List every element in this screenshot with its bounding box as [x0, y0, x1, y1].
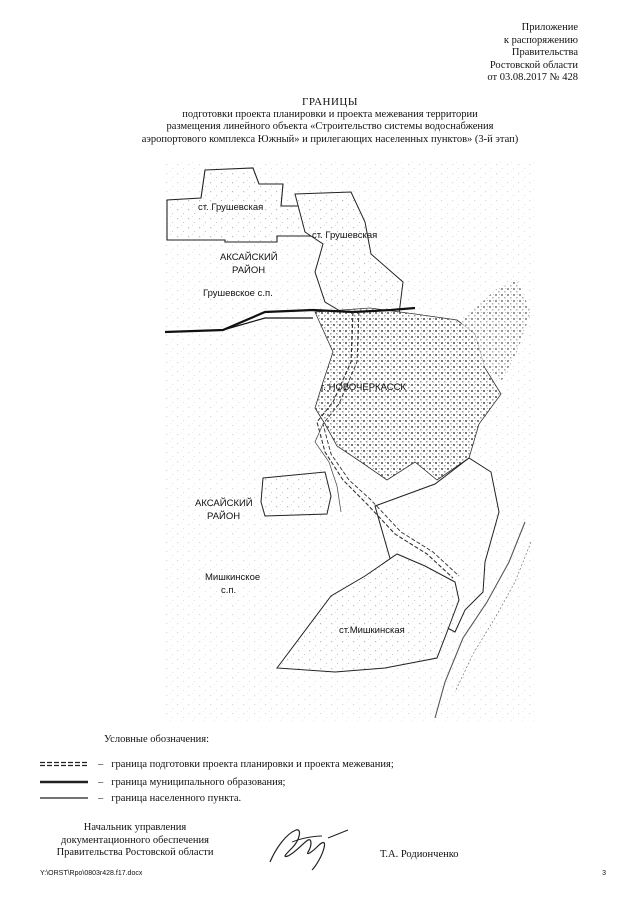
map-svg	[165, 162, 535, 722]
boundary-map	[165, 162, 535, 722]
appendix-line: к распоряжению	[503, 34, 578, 46]
label-mishkinskaya: ст.Мишкинская	[339, 625, 405, 636]
label-grushevskaya-upper: ст. Грушевская	[198, 202, 264, 213]
document-title	[60, 96, 600, 146]
signatory-position	[40, 822, 230, 860]
signatory-name: Т.А. Родионченко	[380, 849, 459, 860]
label-mishkinskoe-2: с.п.	[221, 585, 237, 596]
file-path: Y:\ORST\Rpo\0803r428.f17.docx	[40, 870, 143, 877]
legend-dash: –	[98, 792, 104, 804]
label-aksai-top-2: РАЙОН	[232, 265, 266, 276]
legend-swatch-thin	[40, 795, 88, 801]
label-grushevskoe: Грушевское с.п.	[203, 288, 273, 299]
position-line: Правительства Ростовской области	[56, 847, 214, 858]
appendix-block	[418, 22, 578, 85]
aksai-mid-parcel	[261, 472, 331, 516]
title-line: аэропортового комплекса Южный» и прилегающих населенных пунктов» (3-й этап)	[141, 133, 519, 145]
legend-text: граница населенного пункта.	[111, 792, 242, 804]
legend-dash: –	[98, 776, 104, 788]
legend-item-project-boundary	[40, 757, 394, 771]
appendix-line: Приложение	[521, 22, 578, 33]
label-aksai-mid-2: РАЙОН	[207, 511, 241, 522]
page-number: 3	[602, 870, 606, 877]
label-mishkinskoe-1: Мишкинское	[205, 572, 261, 583]
position-line: Начальник управления	[83, 822, 187, 833]
label-aksai-top-1: АКСАЙСКИЙ	[220, 252, 278, 263]
appendix-line: Ростовской области	[489, 59, 578, 71]
legend-text: граница подготовки проекта планировки и проекта межевания;	[111, 758, 394, 770]
position-line: документационного обеспечения	[61, 834, 209, 846]
appendix-line: от 03.08.2017 № 428	[487, 72, 578, 83]
handwritten-signature	[262, 822, 352, 872]
title-line: размещения линейного объекта «Строительство системы водоснабжения	[166, 121, 494, 132]
appendix-line: Правительства	[511, 47, 578, 58]
legend-title: Условные обозначения:	[104, 734, 210, 745]
legend-dash: –	[98, 758, 104, 770]
title-line: подготовки проекта планировки и проекта межевания территории	[182, 108, 478, 120]
legend-swatch-thick	[40, 779, 88, 785]
legend-text: граница муниципального образования;	[111, 776, 286, 788]
legend-item-settlement-boundary	[40, 791, 241, 805]
label-grushevskaya-lower: ст. Грушевская	[312, 230, 378, 241]
label-aksai-mid-1: АКСАЙСКИЙ	[195, 498, 253, 509]
label-novocherkassk: г. НОВОЧЕРКАССК	[321, 382, 406, 393]
legend-item-municipal-boundary	[40, 775, 285, 789]
title-heading: ГРАНИЦЫ	[302, 96, 358, 108]
legend-swatch-dashed	[40, 761, 88, 767]
